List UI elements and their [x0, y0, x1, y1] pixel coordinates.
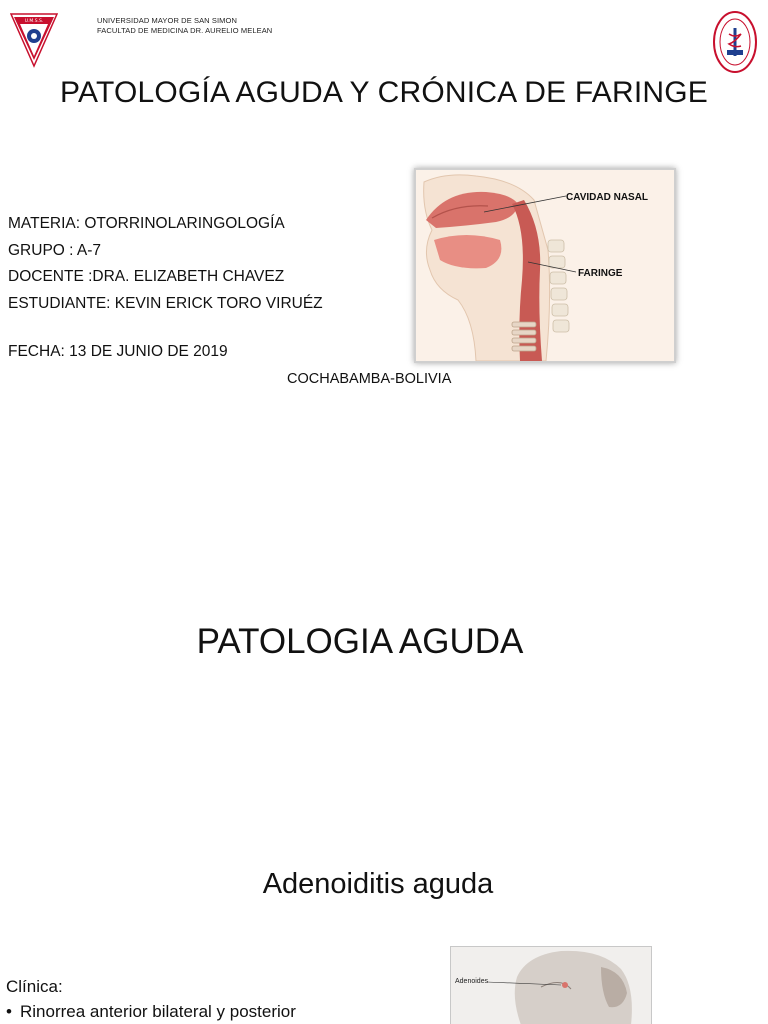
materia-line: MATERIA: OTORRINOLARINGOLOGÍA — [8, 215, 285, 232]
title-slide — [0, 0, 768, 410]
adenoids-illustration — [451, 947, 651, 1024]
bullet-text: Rinorrea anterior bilateral y posterior — [20, 1002, 296, 1021]
slide-title: Adenoiditis aguda — [262, 868, 494, 900]
bullet-icon: • — [6, 1002, 12, 1021]
fecha-line: FECHA: 13 DE JUNIO DE 2019 — [8, 343, 228, 360]
label-faringe: FARINGE — [578, 268, 623, 279]
list-item — [6, 1002, 296, 1022]
docente-line: DOCENTE :DRA. ELIZABETH CHAVEZ — [8, 268, 285, 285]
pharynx-illustration — [416, 170, 674, 361]
section-slide — [0, 410, 768, 820]
estudiante-line: ESTUDIANTE: KEVIN ERICK TORO VIRUÉZ — [8, 294, 323, 312]
logo-left-text: U.M.S.S. — [24, 19, 44, 24]
grupo-line: GRUPO : A-7 — [8, 241, 102, 259]
pharynx-anatomy-image — [414, 168, 676, 363]
university-header — [97, 16, 272, 36]
clinica-label: Clínica: — [6, 977, 63, 996]
section-title: PATOLOGIA AGUDA — [196, 622, 524, 661]
faculty-seal-logo — [712, 10, 758, 74]
faculty-name: FACULTAD DE MEDICINA DR. AURELIO MELEAN — [97, 26, 273, 35]
course-info — [8, 211, 323, 317]
adenoids-image — [450, 946, 652, 1024]
label-cavidad-nasal: CAVIDAD NASAL — [566, 192, 649, 203]
presentation-title: PATOLOGÍA AGUDA Y CRÓNICA DE FARINGE — [60, 76, 708, 109]
university-name: UNIVERSIDAD MAYOR DE SAN SIMON — [97, 16, 237, 25]
label-adenoides: Adenoides — [455, 978, 489, 985]
umss-shield-logo — [10, 12, 58, 68]
content-slide — [0, 820, 768, 1024]
city-line: COCHABAMBA-BOLIVIA — [287, 371, 452, 387]
